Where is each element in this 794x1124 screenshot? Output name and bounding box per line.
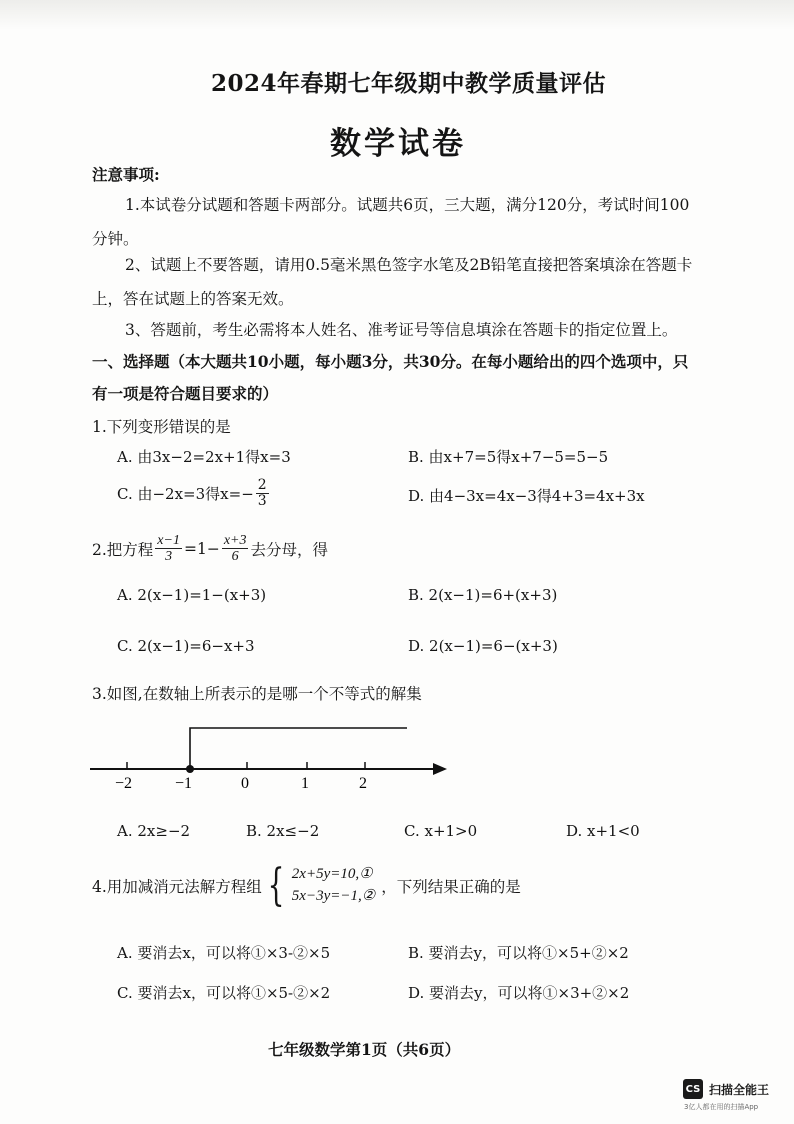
fraction-numerator: 2 <box>257 477 267 493</box>
q1-option-a: A. 由3x−2=2x+1得x=3 <box>117 448 291 466</box>
section-heading: 一、选择题（本大题共10小题，每小题3分，共30分。在每小题给出的四个选项中，只 <box>92 352 689 371</box>
q2-stem <box>92 533 328 565</box>
tick-label: 0 <box>241 775 249 792</box>
q4-option-c: C. 要消去x，可以将①×5-②×2 <box>117 984 331 1002</box>
q1-option-c-fraction <box>256 478 269 510</box>
q1-option-d: D. 由4−3x=4x−3得4+3=4x+3x <box>408 487 645 505</box>
q4-stem-prefix: 4.用加减消元法解方程组 <box>92 878 262 896</box>
cs-logo-icon: CS <box>683 1079 703 1099</box>
q1-option-b: B. 由x+7=5得x+7−5=5−5 <box>408 448 609 466</box>
left-brace: { <box>267 860 285 911</box>
notice-item-2-cont: 上，答在试题上的答案无效。 <box>92 290 294 308</box>
tick-label: −1 <box>175 775 193 792</box>
q2-fraction-2 <box>222 533 249 565</box>
q4-option-b: B. 要消去y，可以将①×5+②×2 <box>408 944 629 962</box>
notice-item-2: 2、试题上不要答题，请用0.5毫米黑色签字水笔及2B铅笔直接把答案填涂在答题卡 <box>125 256 693 274</box>
equation-system <box>262 860 376 911</box>
solution-set-ray <box>190 728 407 769</box>
scanner-name: 扫描全能王 <box>709 1082 770 1097</box>
q4-stem-suffix: ，下列结果正确的是 <box>381 878 521 896</box>
equation-1: 2x+5y=10,① <box>291 866 373 883</box>
tick-label: −2 <box>115 775 133 792</box>
solid-endpoint <box>186 765 194 773</box>
notice-item-1: 1.本试卷分试题和答题卡两部分。试题共6页，三大题，满分120分，考试时间100 <box>125 196 690 214</box>
scanner-watermark <box>683 1079 769 1099</box>
exam-subtitle: 数学试卷 <box>330 126 466 162</box>
q3-option-b: B. 2x≤−2 <box>246 822 320 840</box>
exam-title: 2024年春期七年级期中教学质量评估 <box>211 70 607 97</box>
notice-item-1-cont: 分钟。 <box>92 230 139 248</box>
q3-stem: 3.如图,在数轴上所表示的是哪一个不等式的解集 <box>92 685 422 703</box>
q2-option-d: D. 2(x−1)=6−(x+3) <box>408 637 558 655</box>
q1-option-c <box>117 478 271 510</box>
fraction-numerator: x+3 <box>223 533 247 548</box>
tick-label: 2 <box>359 775 367 792</box>
section-heading-cont: 有一项是符合题目要求的） <box>92 384 279 403</box>
fraction-denominator: 6 <box>231 549 239 565</box>
equation-2: 5x−3y=−1,② <box>291 888 376 904</box>
number-line-arrow <box>433 763 447 775</box>
notice-item-3: 3、答题前，考生必需将本人姓名、准考证号等信息填涂在答题卡的指定位置上。 <box>125 321 678 339</box>
tick-label: 1 <box>301 775 309 792</box>
q1-option-c-text: C. 由−2x=3得x=− <box>117 485 254 504</box>
q2-fraction-1 <box>155 533 182 565</box>
fraction-denominator: 3 <box>165 549 173 565</box>
q4-stem <box>92 860 521 911</box>
number-line-figure <box>85 720 455 800</box>
q4-option-a: A. 要消去x，可以将①×3-②×5 <box>117 944 331 962</box>
q2-option-a: A. 2(x−1)=1−(x+3) <box>117 586 267 604</box>
q2-stem-prefix: 2.把方程 <box>92 540 154 559</box>
notice-heading: 注意事项: <box>92 165 160 184</box>
fraction-numerator: x−1 <box>157 533 180 548</box>
q1-stem: 1.下列变形错误的是 <box>92 418 231 436</box>
q3-option-d: D. x+1<0 <box>566 822 640 840</box>
q2-stem-mid: =1− <box>183 539 220 558</box>
page-footer: 七年级数学第1页（共6页） <box>268 1040 461 1059</box>
scan-shadow <box>0 0 794 30</box>
q2-option-c: C. 2(x−1)=6−x+3 <box>117 637 255 655</box>
fraction-denominator: 3 <box>257 493 267 510</box>
q4-option-d: D. 要消去y，可以将①×3+②×2 <box>408 984 630 1002</box>
q3-option-a: A. 2x≥−2 <box>117 822 191 840</box>
q3-option-c: C. x+1>0 <box>404 822 478 840</box>
q2-stem-suffix: 去分母，得 <box>250 540 328 559</box>
q2-option-b: B. 2(x−1)=6+(x+3) <box>408 586 558 604</box>
scanner-tagline: 3亿人都在用的扫描App <box>684 1103 759 1111</box>
